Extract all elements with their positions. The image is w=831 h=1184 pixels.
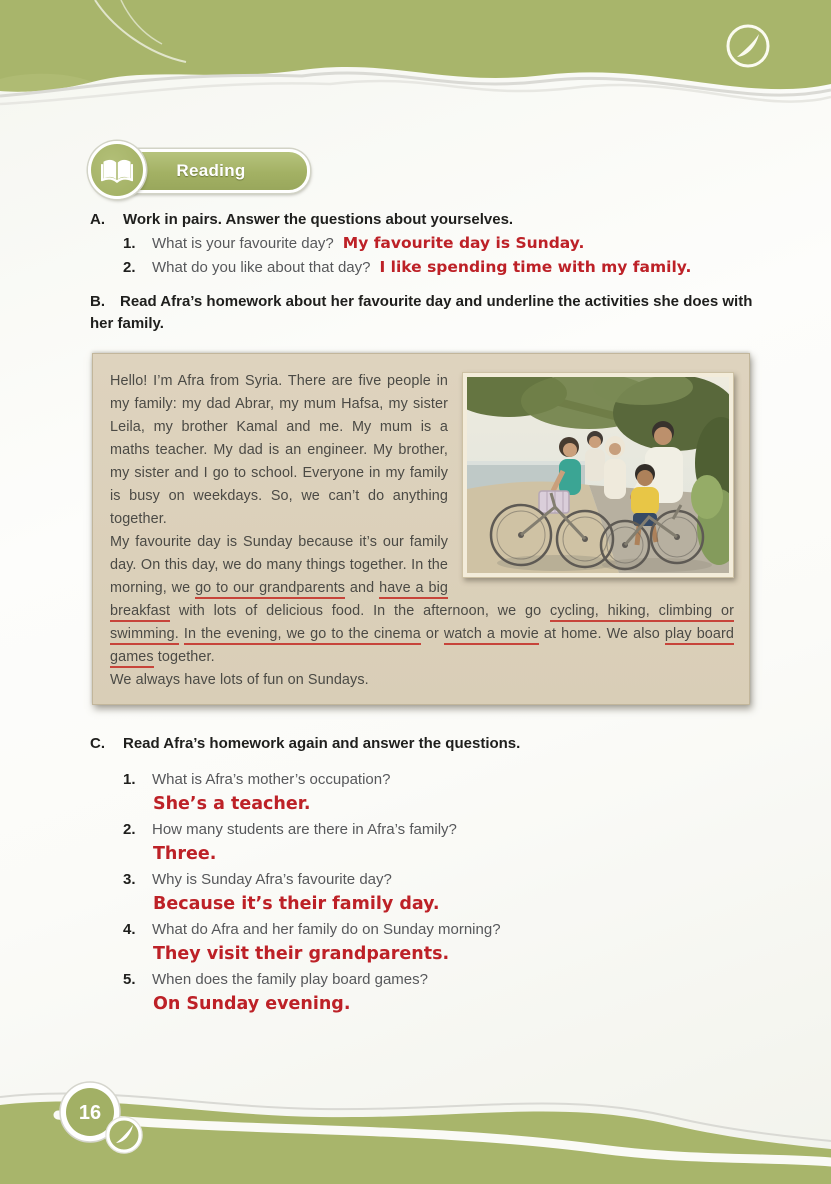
section-title: Read Afra’s homework again and answer the questions. <box>123 735 521 752</box>
question-number: 1. <box>123 235 136 252</box>
footer-wave <box>0 1075 831 1184</box>
question-row <box>123 232 780 255</box>
passage-text: and <box>345 580 380 596</box>
question-answer-item <box>123 768 730 816</box>
section-c-items <box>123 768 730 1016</box>
family-cycling-photo <box>462 372 734 578</box>
question-text: What is Afra’s mother’s occupation? <box>152 771 391 788</box>
question-number: 2. <box>123 259 136 276</box>
passage-text: at home. We also <box>538 626 665 642</box>
section-letter: B. <box>90 293 105 310</box>
handwritten-answer: On Sunday evening. <box>153 994 351 1014</box>
question-row <box>123 256 780 279</box>
reading-badge <box>88 141 308 201</box>
section-title: Read Afra’s homework about her favourite day and underline the activities she does with her family. <box>90 293 753 332</box>
open-book-icon <box>101 157 133 184</box>
question-number: 3. <box>123 871 136 888</box>
passage-text: with lots of delicious food. In the afternoon, we go <box>170 603 551 619</box>
underlined-activity: In the evening, we go to the cinema <box>184 626 421 645</box>
leaf-bubble-icon <box>106 1117 142 1153</box>
section-a <box>90 209 780 279</box>
passage-paragraph <box>110 669 734 692</box>
passage-text: Hello! I’m Afra from Syria. There are five people in my family: my dad Abrar, my mum Hafsa, my sister Leila, my brother Kamal and me. My mum is a maths teacher. My dad is an engineer. My brother, my sister and I go to school. Everyone in my family is busy on weekdays. So, we can’t do anything together. <box>110 373 448 527</box>
section-letter: A. <box>90 211 105 228</box>
handwritten-answer: My favourite day is Sunday. <box>342 234 585 252</box>
question-answer-item <box>123 918 730 966</box>
section-b-heading <box>90 291 768 334</box>
reading-passage-box <box>92 353 750 705</box>
underlined-activity: go to our grandparents <box>195 580 345 599</box>
underlined-activity: play board games <box>110 626 734 668</box>
page-number: 16 <box>78 1102 102 1124</box>
passage-text: or <box>420 626 444 642</box>
handwritten-answer: Because it’s their family day. <box>153 894 440 914</box>
passage-text: We always have lots of fun on Sundays. <box>110 672 369 688</box>
underlined-activity: watch a movie <box>444 626 539 645</box>
section-a-heading <box>90 209 780 231</box>
reading-badge-label: Reading <box>176 161 246 180</box>
question-text: When does the family play board games? <box>152 971 428 988</box>
question-number: 4. <box>123 921 136 938</box>
underlined-activity: have a big breakfast <box>110 580 448 622</box>
question-text: What do Afra and her family do on Sunday morning? <box>152 921 501 938</box>
section-title: Work in pairs. Answer the questions about yourselves. <box>123 211 514 228</box>
handwritten-answer: They visit their grandparents. <box>153 944 450 964</box>
question-text: What is your favourite day? <box>152 235 334 252</box>
question-text: How many students are there in Afra’s family? <box>152 821 457 838</box>
handwritten-answer: She’s a teacher. <box>153 794 311 814</box>
section-c-heading <box>90 733 730 755</box>
underlined-activity: cycling, hiking, climbing or swimming. <box>110 603 734 645</box>
passage-text: My favourite day is Sunday because it’s our family day. On this day, we do many things together. In the morning, we <box>110 534 448 596</box>
handwritten-answer: Three. <box>153 844 217 864</box>
question-number: 1. <box>123 771 136 788</box>
handwritten-answer: I like spending time with my family. <box>379 258 692 276</box>
section-c <box>90 733 730 1018</box>
family-photo-illustration <box>467 377 729 573</box>
question-answer-item <box>123 968 730 1016</box>
question-answer-item <box>123 818 730 866</box>
reading-badge-circle <box>88 141 146 199</box>
question-number: 2. <box>123 821 136 838</box>
section-letter: C. <box>90 735 105 752</box>
question-answer-item <box>123 868 730 916</box>
passage-text: together. <box>153 649 215 665</box>
question-text: Why is Sunday Afra’s favourite day? <box>152 871 392 888</box>
question-number: 5. <box>123 971 136 988</box>
header-wave <box>0 0 831 125</box>
question-text: What do you like about that day? <box>152 259 371 276</box>
